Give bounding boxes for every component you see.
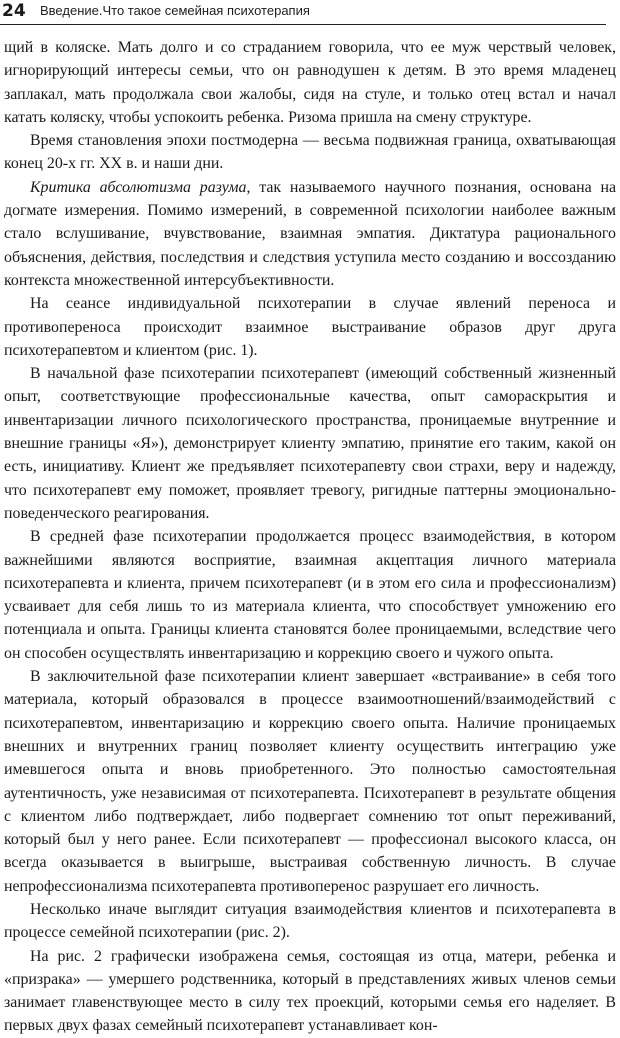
paragraph <box>4 525 616 665</box>
paragraph-text: На рис. 2 графически изображена семья, состоящая из отца, матери, ребенка и «призрака» — умершего родственника, который в представлениях живых членов семьи занимает главенствующее место в силу тех проекций, которыми семья его наделяет. В первых двух фазах семейный психотерапевт устанавливает кон- <box>4 947 616 1035</box>
paragraph <box>4 176 616 292</box>
paragraph <box>4 292 616 362</box>
paragraph <box>4 362 616 525</box>
paragraph-text: Несколько иначе выглядит ситуация взаимодействия клиентов и психотерапевта в процессе семейной психотерапии (рис. 2). <box>4 900 616 942</box>
emphasized-term: Критика абсолютизма разума <box>30 178 247 196</box>
paragraph-text: , так называемого научного познания, основана на догмате измерения. Помимо измерений, в современной психологии наиболее важным стало вслушивание, вчувствование, взаимная эмпатия. Диктатура рационального объяснения, действия, последствия и следствия уступила место созданию и воссозданию контекста множественной интерсубъективности. <box>4 178 616 289</box>
page-header <box>0 0 606 25</box>
paragraph-text: На сеансе индивидуальной психотерапии в случае явлений переноса и противопереноса происходит взаимное выстраивание образов друг друга психотерапевтом и клиентом (рис. 1). <box>4 295 616 359</box>
paragraph <box>4 898 616 945</box>
paragraph-text: В начальной фазе психотерапии психотерапевт (имеющий собственный жизненный опыт, соответствующие профессиональные качества, опыт самораскрытия и инвентаризации личного психологического пространства, проницаемые внутренние и внешние границы «Я»), демонстрирует клиенту эмпатию, принятие его таким, какой он есть, инициативу. Клиент же предъявляет психотерапевту свои страхи, веру и надежду, что психотерапевт ему поможет, проявляет тревогу, ригидные паттерны эмоционально-поведенческого реагирования. <box>4 365 616 522</box>
paragraph <box>4 945 616 1038</box>
paragraph <box>4 665 616 898</box>
paragraph-text: щий в коляске. Мать долго и со страданием говорила, что ее муж черствый человек, игнорирующий интересы семьи, что он равнодушен к детям. В это время младенец заплакал, мать продолжала свои жалобы, сидя на стуле, и только отец встал и начал катать коляску, чтобы успокоить ребенка. Ризома пришла на смену структуре. <box>4 39 616 126</box>
paragraph-text: Время становления эпохи постмодерна — весьма подвижная граница, охватывающая конец 20-х гг. XX в. и наши дни. <box>4 132 616 173</box>
page-number: 24 <box>2 1 26 21</box>
paragraph-text: В заключительной фазе психотерапии клиент завершает «встраивание» в себя того материала, который образовался в процессе взаимоотношений/взаимодействий с психотерапевтом, инвентаризацию и коррекцию своего опыта. Наличие проницаемых внешних и внутренних границ позволяет клиенту осуществить интеграцию уже имевшегося опыта и вновь приобретенного. Это полностью самостоятельная аутентичность, уже независимая от психотерапевта. Психотерапевт в результате общения с клиентом либо подтверждает, либо подвергает сомнению тот опыт переживаний, который был у него ранее. Если психотерапевт — профессионал высокого класса, он всегда оказывается в выигрыше, выстраивая собственную личность. В случае непрофессионализма психотерапевта противоперенос разрушает его личность. <box>4 668 616 895</box>
paragraph-continued <box>4 36 616 129</box>
paragraph <box>4 129 616 176</box>
main-text <box>4 36 616 1038</box>
running-title: Введение.Что такое семейная психотерапия <box>40 3 310 18</box>
paragraph-text: В средней фазе психотерапии продолжается процесс взаимодействия, в котором важнейшими являются восприятие, взаимная акцептация личного материала психотерапевта и клиента, причем психотерапевт (и в этом его сила и профессионализм) усваивает для себя лишь то из материала клиента, что способствует умножению его потенциала и опыта. Границы клиента становятся более проницаемыми, вследствие чего он способен осуществлять инвентаризацию и коррекцию своего и чужого опыта. <box>4 528 616 662</box>
